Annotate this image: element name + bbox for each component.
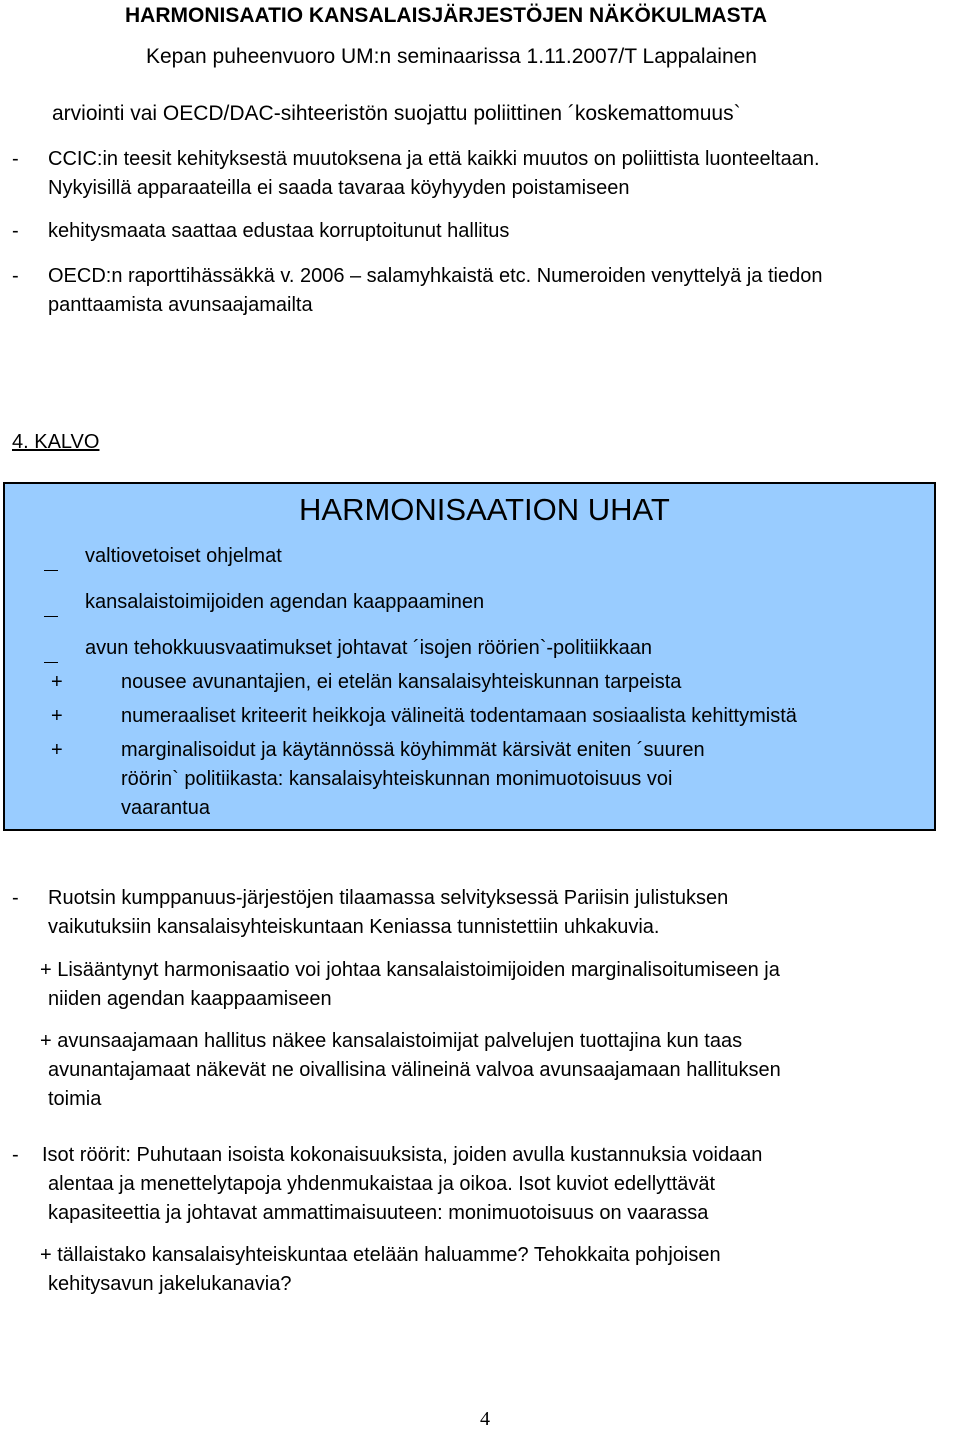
- intro-item-line: kehitysmaata saattaa edustaa korruptoitunut hallitus: [48, 220, 510, 242]
- dash-marker: -: [12, 220, 19, 242]
- body-sub-line: kehitysavun jakelukanavia?: [48, 1273, 292, 1295]
- intro-item-line: panttaamista avunsaajamailta: [48, 294, 313, 316]
- body-sub-line: + Lisääntynyt harmonisaatio voi johtaa kansalaistoimijoiden marginalisoitumiseen ja: [40, 959, 780, 981]
- body-line: Isot röörit: Puhutaan isoista kokonaisuuksista, joiden avulla kustannuksia voidaan: [42, 1144, 763, 1166]
- plus-marker: +: [51, 705, 63, 727]
- slide-plus-item: marginalisoidut ja käytännössä köyhimmät kärsivät eniten ´suuren: [121, 739, 705, 761]
- slide-minus-item: avun tehokkuusvaatimukset johtavat ´isojen röörien`-politiikkaan: [85, 637, 652, 659]
- page-number: 4: [480, 1408, 490, 1430]
- body-sub-line: niiden agendan kaappaamiseen: [48, 988, 332, 1010]
- slide-title: HARMONISAATION UHAT: [299, 492, 670, 527]
- slide-plus-item: numeraaliset kriteerit heikkoja välineitä todentamaan sosiaalista kehittymistä: [121, 705, 797, 727]
- minus-marker: [44, 604, 58, 622]
- slide-box: [3, 482, 936, 831]
- body-line: Ruotsin kumppanuus-järjestöjen tilaamassa selvityksessä Pariisin julistuksen: [48, 887, 729, 909]
- intro-item-line: Nykyisillä apparaateilla ei saada tavaraa köyhyyden poistamiseen: [48, 177, 630, 199]
- intro-item-line: OECD:n raporttihässäkkä v. 2006 – salamyhkaistä etc. Numeroiden venyttelyä ja tiedon: [48, 265, 823, 287]
- dash-marker: -: [12, 887, 19, 909]
- dash-marker: -: [12, 1144, 19, 1166]
- intro-item-line: CCIC:in teesit kehityksestä muutoksena ja että kaikki muutos on poliittista luonteeltaan.: [48, 148, 820, 170]
- body-line: alentaa ja menettelytapoja yhdenmukaistaa ja oikoa. Isot kuviot edellyttävät: [48, 1173, 716, 1195]
- intro-heading: arviointi vai OECD/DAC-sihteeristön suojattu poliittinen ´koskemattomuus`: [52, 102, 741, 125]
- minus-marker: [44, 650, 58, 668]
- body-sub-line: + avunsaajamaan hallitus näkee kansalaistoimijat palvelujen tuottajina kun taas: [40, 1030, 743, 1052]
- body-line: kapasiteettia ja johtavat ammattimaisuuteen: monimuotoisuus on vaarassa: [48, 1202, 709, 1224]
- plus-marker: +: [51, 739, 63, 761]
- slide-plus-item: vaarantua: [121, 797, 210, 819]
- minus-marker: [44, 558, 58, 576]
- body-sub-line: avunantajamaat näkevät ne oivallisina välineinä valvoa avunsaajamaan hallituksen: [48, 1059, 781, 1081]
- dash-marker: -: [12, 265, 19, 287]
- slide-plus-item: nousee avunantajien, ei etelän kansalaisyhteiskunnan tarpeista: [121, 671, 682, 693]
- slide-plus-item: röörin` politiikasta: kansalaisyhteiskunnan monimuotoisuus voi: [121, 768, 673, 790]
- plus-marker: +: [51, 671, 63, 693]
- document-title: HARMONISAATIO KANSALAISJÄRJESTÖJEN NÄKÖKULMASTA: [125, 4, 768, 27]
- body-line: vaikutuksiin kansalaisyhteiskuntaan Keniassa tunnistettiin uhkakuvia.: [48, 916, 660, 938]
- slide-minus-item: kansalaistoimijoiden agendan kaappaaminen: [85, 591, 485, 613]
- body-sub-line: + tällaistako kansalaisyhteiskuntaa etelään haluamme? Tehokkaita pohjoisen: [40, 1244, 721, 1266]
- body-sub-line: toimia: [48, 1088, 102, 1110]
- dash-marker: -: [12, 148, 19, 170]
- document-subtitle: Kepan puheenvuoro UM:n seminaarissa 1.11.2007/T Lappalainen: [146, 45, 757, 68]
- slide-minus-item: valtiovetoiset ohjelmat: [85, 545, 282, 567]
- slide-label: 4. KALVO: [12, 431, 100, 453]
